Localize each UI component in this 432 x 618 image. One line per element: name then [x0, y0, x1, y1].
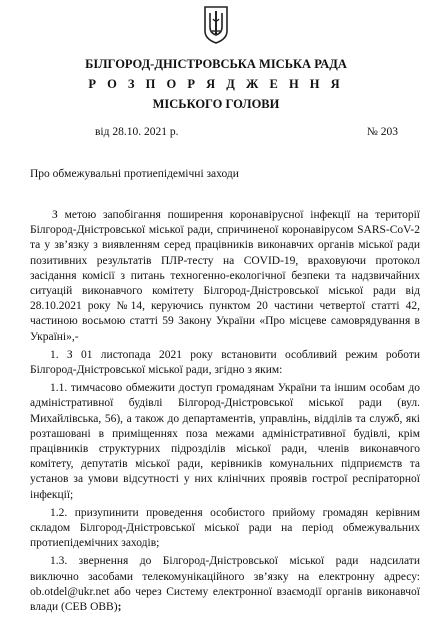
- document-date: від 28.10. 2021 р.: [95, 126, 179, 138]
- clause-1-3-text: 1.3. звернення до Білгород-Дністровської міської ради надсилати виключно засобами телекомунікаційного зв’язку на електронну адресу: ob.otdel@ukr.net або через Систему електронної взаємодії органів виконавчої влади (СЕВ ОВВ): [30, 555, 420, 614]
- issuing-office: МІСЬКОГО ГОЛОВИ: [152, 97, 280, 111]
- coat-of-arms-icon: [203, 5, 229, 45]
- document-number: № 203: [366, 126, 398, 138]
- clause-1-3-terminator: ;: [117, 601, 122, 614]
- council-name: БІЛГОРОД-ДНІСТРОВСЬКА МІСЬКА РАДА: [85, 57, 347, 71]
- clause-1-2: 1.2. призупинити проведення особистого прийому громадян керівним складом Білгород-Дністровської міської ради на період обмежувальних протиепідемічних заходів;: [30, 506, 420, 550]
- preamble-paragraph: З метою запобігання поширення коронавірусної інфекції на території Білгород-Дністровської міської ради, спричиненої коронавірусом SARS-CoV-2 та у зв’язку з виявленням серед працівників виконавчих органів міської ради позитивних результатів ПЛР-тесту на COVID-19, враховуючи протокол засідання комісії з питань техногенно-екологічної безпеки та надзвичайних ситуацій виконавчого комітету Білгород-Дністровської міської ради від 28.10.2021 року №14, керуючись пунктом 20 частини четвертої статті 42, частиною восьмою статті 59 Закону України «Про місцеве самоврядування в Україні»,-: [30, 209, 420, 343]
- clause-1-1: 1.1. тимчасово обмежити доступ громадянам України та іншим особам до адміністративної будівлі Білгород-Дністровської міської ради (вул. Михайлівська, 56), а також до департаментів, управлінь, відділів та служб, які розташовані в приміщеннях поза межами адміністративної будівлі, крім працівників структурних підрозділів міської ради, членів виконавчого комітету, депутатів міської ради, керівників комунальних підприємств та установ за умови відсутності у них клінічних проявів гострої респіраторної інфекції;: [30, 382, 420, 501]
- document-body: [30, 208, 420, 618]
- clause-1-3: [30, 554, 420, 615]
- document-subject: Про обмежувальні протиепідемічні заходи: [30, 168, 239, 180]
- clause-1: 1. З 01 листопада 2021 року встановити особливий режим роботи Білгород-Дністровської міської ради, згідно з яким:: [30, 348, 420, 377]
- document-type: Р О З П О Р Я Д Ж Е Н Н Я: [88, 77, 344, 91]
